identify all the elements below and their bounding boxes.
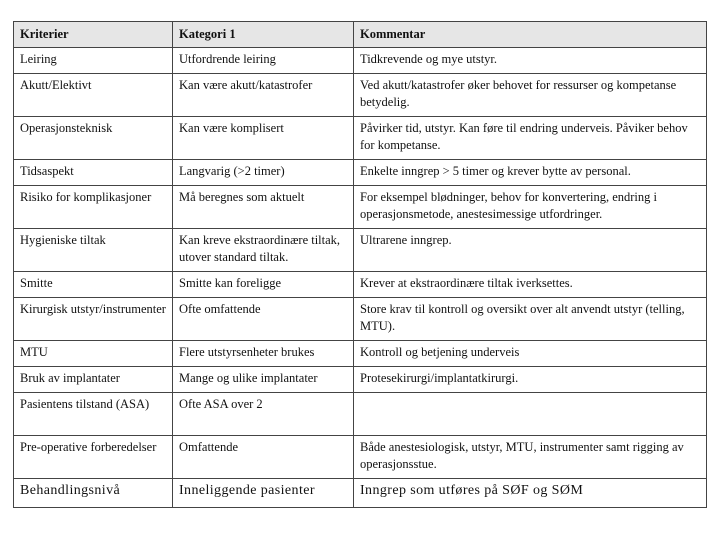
cell-comment: Tidkrevende og mye utstyr. — [354, 48, 707, 74]
cell-comment: Kontroll og betjening underveis — [354, 341, 707, 367]
cell-criterion: Tidsaspekt — [14, 160, 173, 186]
cell-category: Ofte omfattende — [173, 298, 354, 341]
cell-category: Omfattende — [173, 436, 354, 479]
cell-category: Ofte ASA over 2 — [173, 393, 354, 436]
cell-comment: Ved akutt/katastrofer øker behovet for ressurser og kompetanse betydelig. — [354, 74, 707, 117]
cell-comment — [354, 393, 707, 436]
cell-category: Kan være komplisert — [173, 117, 354, 160]
cell-category: Mange og ulike implantater — [173, 367, 354, 393]
table-row — [14, 272, 707, 298]
cell-comment: Ultrarene inngrep. — [354, 229, 707, 272]
cell-criterion: Akutt/Elektivt — [14, 74, 173, 117]
cell-comment: Protesekirurgi/implantatkirurgi. — [354, 367, 707, 393]
cell-criterion: MTU — [14, 341, 173, 367]
cell-criterion: Smitte — [14, 272, 173, 298]
cell-category: Må beregnes som aktuelt — [173, 186, 354, 229]
cell-criterion: Hygieniske tiltak — [14, 229, 173, 272]
cell-category: Smitte kan foreligge — [173, 272, 354, 298]
table-row — [14, 229, 707, 272]
cell-category: Kan være akutt/katastrofer — [173, 74, 354, 117]
header-kommentar: Kommentar — [354, 22, 707, 48]
table-row — [14, 393, 707, 436]
header-kriterier: Kriterier — [14, 22, 173, 48]
cell-comment: Både anestesiologisk, utstyr, MTU, instrumenter samt rigging av operasjonsstue. — [354, 436, 707, 479]
table-row — [14, 367, 707, 393]
criteria-table — [13, 21, 707, 508]
cell-criterion: Pasientens tilstand (ASA) — [14, 393, 173, 436]
table-row — [14, 186, 707, 229]
cell-comment: For eksempel blødninger, behov for konvertering, endring i operasjonsmetode, anestesimessige utfordringer. — [354, 186, 707, 229]
cell-category: Inneliggende pasienter — [173, 479, 354, 508]
table-row — [14, 48, 707, 74]
cell-category: Langvarig (>2 timer) — [173, 160, 354, 186]
table-header-row — [14, 22, 707, 48]
cell-criterion: Bruk av implantater — [14, 367, 173, 393]
cell-comment: Store krav til kontroll og oversikt over alt anvendt utstyr (telling, MTU). — [354, 298, 707, 341]
cell-comment: Påvirker tid, utstyr. Kan føre til endring underveis. Påviker behov for kompetanse. — [354, 117, 707, 160]
cell-category: Flere utstyrsenheter brukes — [173, 341, 354, 367]
cell-criterion: Leiring — [14, 48, 173, 74]
table-row — [14, 341, 707, 367]
table-row — [14, 74, 707, 117]
table-row — [14, 479, 707, 508]
cell-criterion: Risiko for komplikasjoner — [14, 186, 173, 229]
cell-criterion: Kirurgisk utstyr/instrumenter — [14, 298, 173, 341]
cell-criterion: Pre-operative forberedelser — [14, 436, 173, 479]
cell-comment: Krever at ekstraordinære tiltak iverksettes. — [354, 272, 707, 298]
cell-criterion: Operasjonsteknisk — [14, 117, 173, 160]
cell-comment: Enkelte inngrep > 5 timer og krever bytte av personal. — [354, 160, 707, 186]
table-row — [14, 436, 707, 479]
cell-category: Utfordrende leiring — [173, 48, 354, 74]
table-row — [14, 298, 707, 341]
cell-comment: Inngrep som utføres på SØF og SØM — [354, 479, 707, 508]
header-kategori: Kategori 1 — [173, 22, 354, 48]
cell-category: Kan kreve ekstraordinære tiltak, utover standard tiltak. — [173, 229, 354, 272]
table-row — [14, 160, 707, 186]
table-row — [14, 117, 707, 160]
cell-criterion: Behandlingsnivå — [14, 479, 173, 508]
